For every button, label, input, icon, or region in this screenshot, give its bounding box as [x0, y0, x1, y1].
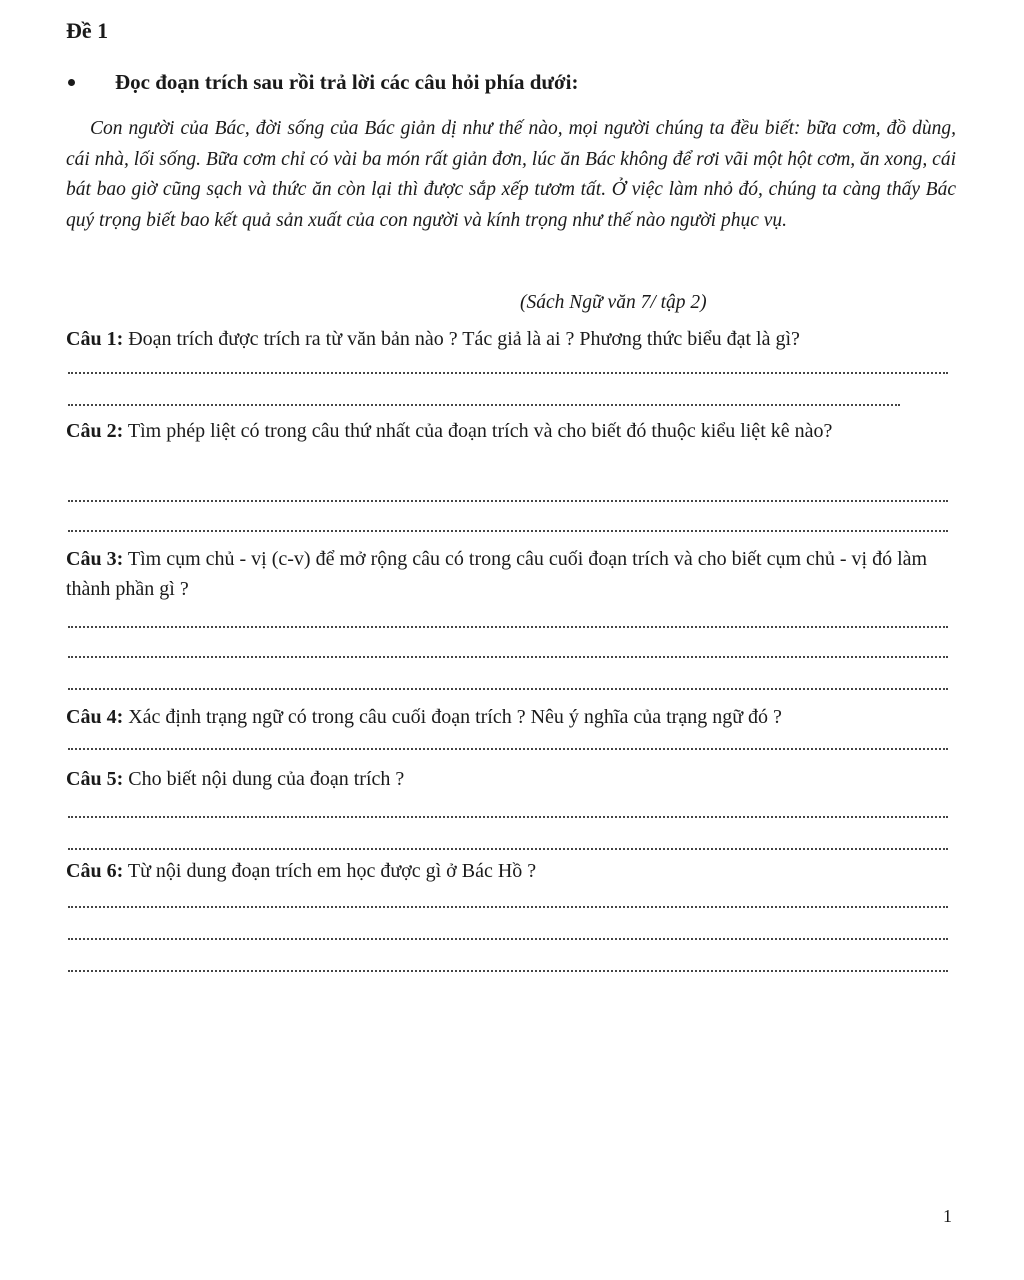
- question-label: Câu 6:: [66, 860, 124, 882]
- question-5: [66, 764, 956, 794]
- answer-line[interactable]: [68, 530, 948, 532]
- answer-line[interactable]: [68, 626, 948, 628]
- bullet-icon: [68, 79, 75, 86]
- answer-line[interactable]: [68, 970, 948, 972]
- question-label: Câu 1:: [66, 328, 124, 350]
- answer-line[interactable]: [68, 748, 948, 750]
- answer-line[interactable]: [68, 372, 948, 374]
- question-label: Câu 3:: [66, 548, 124, 570]
- answer-line[interactable]: [68, 656, 948, 658]
- question-4: [66, 702, 956, 732]
- answer-line[interactable]: [68, 848, 948, 850]
- question-label: Câu 4:: [66, 706, 124, 728]
- question-label: Câu 2:: [66, 420, 124, 442]
- answer-line[interactable]: [68, 500, 948, 502]
- excerpt-source: (Sách Ngữ văn 7/ tập 2): [520, 292, 707, 313]
- question-label: Câu 5:: [66, 768, 124, 790]
- page-number: 1: [943, 1206, 952, 1226]
- instruction: [66, 70, 966, 95]
- question-2: [66, 416, 956, 446]
- question-text: Tìm phép liệt có trong câu thứ nhất của đoạn trích và cho biết đó thuộc kiểu liệt kê nào?: [123, 420, 833, 442]
- question-text: Tìm cụm chủ - vị (c-v) để mở rộng câu có trong câu cuối đoạn trích và cho biết cụm chủ - vị đó làm thành phần gì ?: [66, 548, 928, 600]
- answer-line[interactable]: [68, 404, 900, 406]
- instruction-text: Đọc đoạn trích sau rồi trả lời các câu hỏi phía dưới:: [115, 70, 579, 94]
- exam-title: Đề 1: [66, 18, 109, 43]
- answer-line[interactable]: [68, 688, 948, 690]
- question-3: [66, 544, 956, 604]
- answer-line[interactable]: [68, 816, 948, 818]
- question-text: Từ nội dung đoạn trích em học được gì ở Bác Hồ ?: [123, 860, 537, 882]
- question-text: Xác định trạng ngữ có trong câu cuối đoạn trích ? Nêu ý nghĩa của trạng ngữ đó ?: [123, 706, 782, 728]
- answer-line[interactable]: [68, 906, 948, 908]
- question-text: Đoạn trích được trích ra từ văn bản nào ? Tác giả là ai ? Phương thức biểu đạt là gì?: [123, 328, 800, 350]
- answer-line[interactable]: [68, 938, 948, 940]
- excerpt-passage: Con người của Bác, đời sống của Bác giản dị như thế nào, mọi người chúng ta đều biết: bữa cơm, đồ dùng, cái nhà, lối sống. Bữa cơm chỉ có vài ba món rất giản đơn, lúc ăn Bác không để rơi vãi một hột cơm, ăn xong, cái bát bao giờ cũng sạch và thức ăn còn lại thì được sắp xếp tươm tất. Ở việc làm nhỏ đó, chúng ta càng thấy Bác quý trọng biết bao kết quả sản xuất của con người và kính trọng như thế nào người phục vụ.: [66, 118, 956, 231]
- question-1: [66, 324, 956, 354]
- question-6: [66, 856, 956, 886]
- question-text: Cho biết nội dung của đoạn trích ?: [123, 768, 405, 790]
